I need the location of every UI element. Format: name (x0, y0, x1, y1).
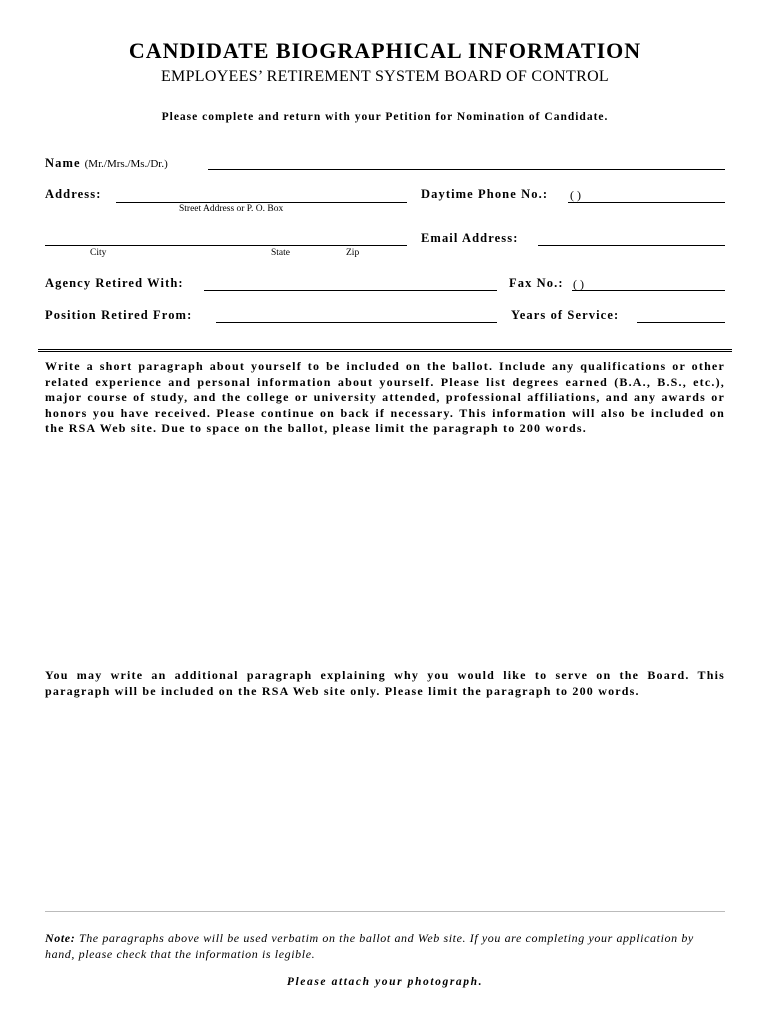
form-title: CANDIDATE BIOGRAPHICAL INFORMATION (128, 38, 642, 63)
agency-label: Agency Retired With: (45, 276, 184, 290)
bio-writing-area[interactable] (45, 460, 725, 660)
name-honorifics: (Mr./Mrs./Ms./Dr.) (84, 158, 168, 170)
zip-hint: Zip (346, 248, 360, 258)
note-text: The paragraphs above will be used verbatim on the ballot and Web site. If you are completing your application by hand, please check that the information is legible. (45, 931, 694, 961)
city-state-zip-field[interactable] (45, 245, 407, 246)
agency-field[interactable] (204, 290, 497, 291)
section-divider (38, 349, 732, 352)
years-of-service-field[interactable] (637, 322, 725, 323)
footer-note (45, 930, 727, 962)
form-subtitle: EMPLOYEES’ RETIREMENT SYSTEM BOARD OF CONTROL (160, 68, 610, 85)
city-hint: City (90, 248, 107, 258)
note-label: Note: (45, 931, 76, 945)
address-field[interactable] (116, 202, 407, 203)
address-hint: Street Address or P. O. Box (179, 204, 284, 214)
position-label: Position Retired From: (45, 308, 193, 322)
state-hint: State (271, 248, 290, 258)
position-field[interactable] (216, 322, 497, 323)
name-label: Name (45, 156, 81, 170)
daytime-phone-label: Daytime Phone No.: (421, 187, 549, 201)
name-field[interactable] (208, 169, 725, 170)
address-label: Address: (45, 187, 102, 201)
name-label-group (45, 154, 168, 172)
email-label: Email Address: (421, 231, 519, 245)
form-instruction: Please complete and return with your Petition for Nomination of Candidate. (161, 111, 609, 123)
footer-divider (45, 911, 725, 912)
email-field[interactable] (538, 245, 725, 246)
fax-label: Fax No.: (509, 276, 564, 290)
fax-area-code: ( ) (573, 277, 584, 291)
additional-instruction: You may write an additional paragraph explaining why you would like to serve on the Board. This paragraph will be included on the RSA Web site only. Please limit the paragraph to 200 words. (45, 668, 725, 698)
daytime-phone-field[interactable] (568, 202, 725, 203)
photo-instruction: Please attach your photograph. (286, 976, 484, 988)
bio-instruction: Write a short paragraph about yourself to be included on the ballot. Include any qualifications or other related experience and personal information about yourself. Please list degrees earned (B.A., B.S., etc.), major course of study, and the college or university attended, professional affiliations, and any awards or honors you have received. Please continue on back if necessary. This information will also be included on the RSA Web site. Due to space on the ballot, please limit the paragraph to 200 words. (45, 359, 725, 436)
fax-field[interactable] (572, 290, 725, 291)
years-of-service-label: Years of Service: (511, 308, 620, 322)
additional-writing-area[interactable] (45, 720, 725, 900)
phone-area-code: ( ) (570, 188, 581, 202)
